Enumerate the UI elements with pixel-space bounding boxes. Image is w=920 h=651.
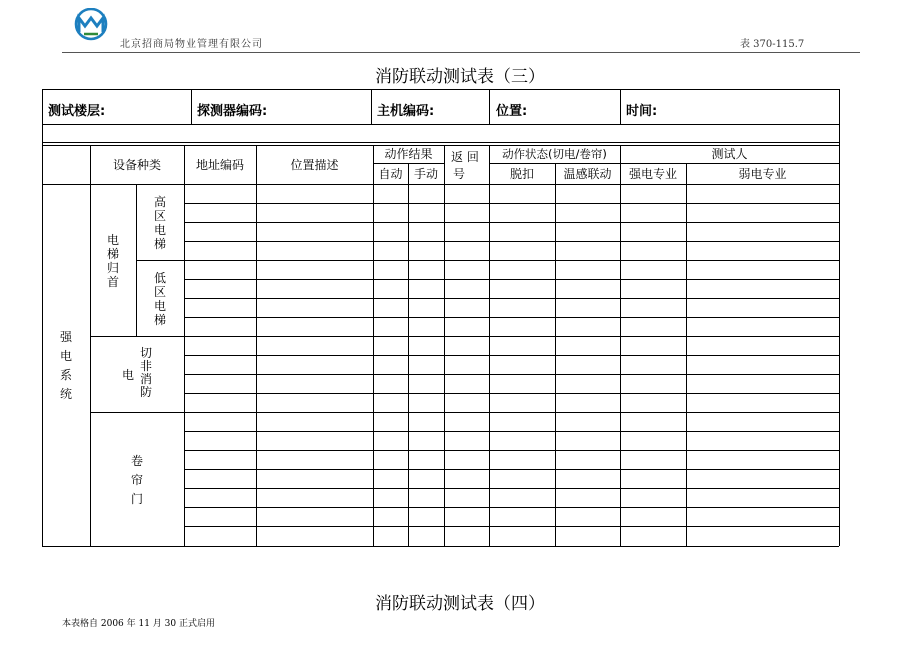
header-return-no: 号 — [453, 167, 466, 181]
group-elevator-home: 电梯归首 — [106, 233, 119, 289]
host-code-label: 主机编码: — [377, 104, 435, 119]
header-location: 位置描述 — [290, 157, 339, 172]
footer-note: 本表格自 2006 年 11 月 30 正式启用 — [62, 619, 215, 629]
company-name: 北京招商局物业管理有限公司 — [120, 39, 263, 50]
header-return: 返 回 — [451, 150, 479, 164]
group-rolling-shutter: 卷帘门 — [130, 454, 143, 506]
test-floor-label: 测试楼层: — [48, 104, 106, 119]
header-tester: 测试人 — [711, 147, 748, 161]
form-number: 表 370-115.7 — [740, 39, 805, 50]
header-rule — [62, 52, 860, 53]
group-cut-power-b: 切非消防 — [139, 346, 152, 399]
detector-code-label: 探测器编码: — [197, 104, 268, 119]
company-logo — [70, 8, 116, 44]
header-weak: 弱电专业 — [738, 166, 787, 181]
header-status: 动作状态(切电/卷帘) — [502, 147, 607, 161]
form-title-top: 消防联动测试表（三） — [375, 67, 545, 87]
header-trip: 脱扣 — [509, 166, 534, 181]
header-result: 动作结果 — [384, 147, 433, 161]
header-temp: 温感联动 — [563, 166, 612, 181]
header-auto: 自动 — [378, 166, 403, 181]
form-title-bottom: 消防联动测试表（四） — [375, 594, 545, 614]
header-manual: 手动 — [413, 166, 438, 181]
group-low-zone: 低区电梯 — [153, 271, 166, 327]
group-strong-system: 强电系统 — [59, 330, 72, 401]
time-label: 时间: — [626, 104, 658, 119]
group-high-zone: 高区电梯 — [153, 195, 166, 251]
header-address: 地址编码 — [195, 157, 244, 172]
header-strong: 强电专业 — [628, 166, 677, 181]
header-device-type: 设备种类 — [112, 157, 161, 172]
position-label: 位置: — [496, 104, 528, 119]
group-cut-power-a: 电 — [121, 368, 134, 382]
